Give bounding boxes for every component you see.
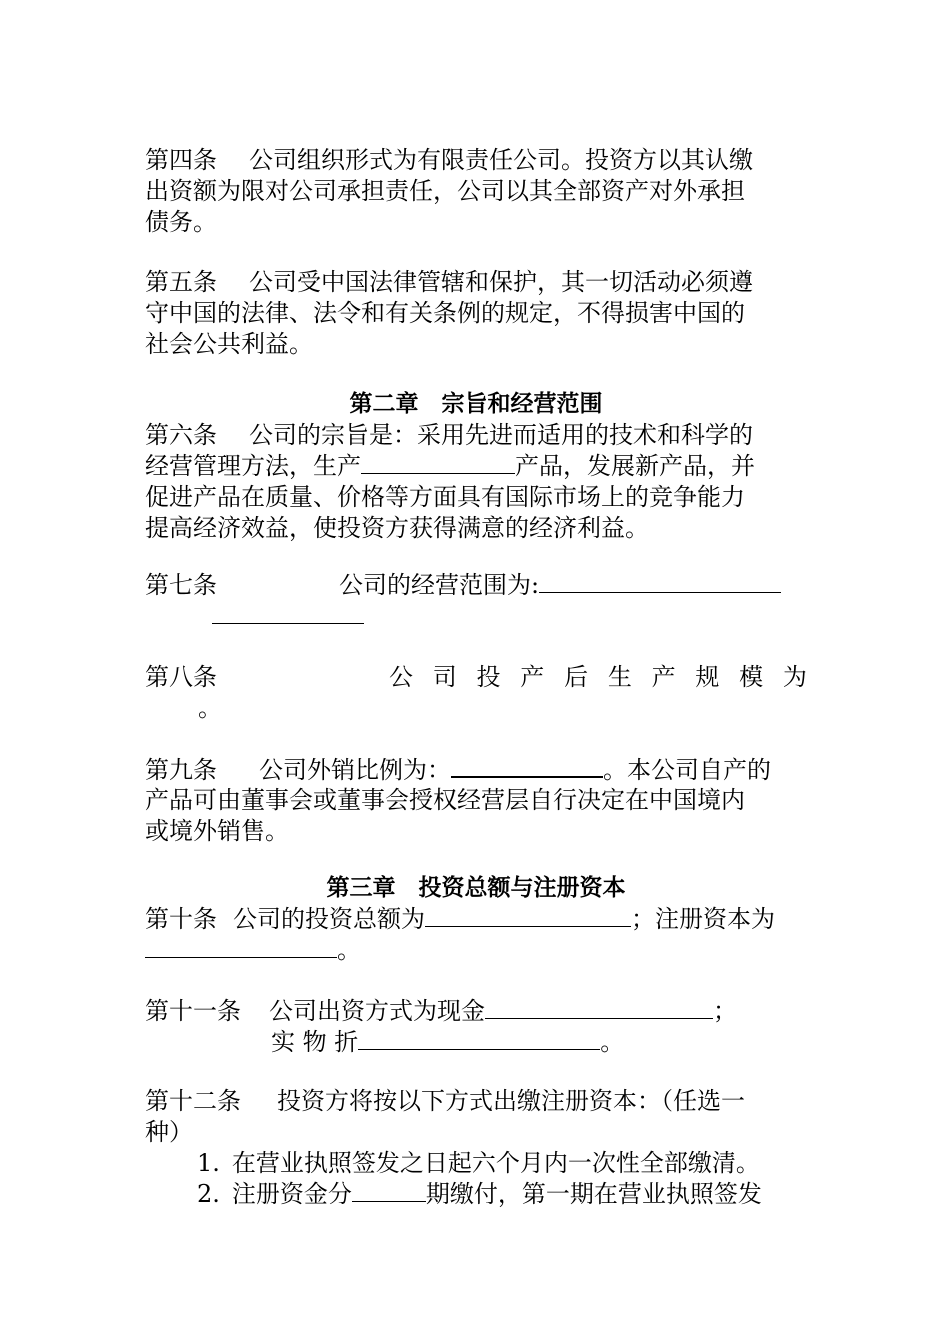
article-text: 经营管理方法，生产 [145, 452, 361, 480]
list-text: 注册资金分 [231, 1180, 352, 1208]
article-text: 公司组织形式为有限责任公司。投资方以其认缴 [249, 146, 753, 174]
char: 公 [389, 663, 413, 691]
fill-in-blank[interactable] [361, 451, 515, 474]
article-8 [145, 662, 807, 693]
article-11 [145, 996, 807, 1058]
article-label: 第十一条 [145, 997, 241, 1025]
fill-in-blank[interactable] [425, 904, 631, 927]
article-text: 种） [145, 1118, 193, 1146]
article-text: 公司的经营范围为: [339, 571, 540, 599]
article-9 [145, 754, 807, 847]
list-number: 1. [197, 1149, 220, 1177]
production-scale-text [389, 662, 807, 693]
article-6 [145, 420, 807, 544]
article-label: 第四条 [145, 146, 217, 174]
article-label: 第十条 [145, 905, 217, 933]
fill-in-blank[interactable] [539, 570, 781, 593]
chapter-3-heading: 第三章 投资总额与注册资本 [326, 874, 626, 901]
article-label: 第七条 [145, 571, 217, 599]
char: 产 [651, 663, 676, 691]
article-7 [145, 570, 807, 601]
article-7-continuation [212, 601, 364, 632]
list-item [145, 1148, 807, 1179]
char: 生 [607, 663, 632, 691]
article-4 [145, 145, 807, 238]
article-text: 社会公共利益。 [145, 330, 313, 358]
article-12 [145, 1086, 807, 1210]
article-text: 实 物 折 [271, 1028, 359, 1056]
article-text: 产品，发展新产品，并 [515, 452, 755, 480]
fill-in-blank[interactable] [352, 1179, 426, 1202]
fill-in-blank[interactable] [485, 996, 713, 1019]
char: 模 [739, 663, 764, 691]
article-text: 促进产品在质量、价格等方面具有国际市场上的竞争能力 [145, 483, 745, 511]
article-text: 。 [337, 936, 361, 964]
article-text: 产品可由董事会或董事会授权经营层自行决定在中国境内 [145, 786, 745, 814]
chapter-2-heading: 第二章 宗旨和经营范围 [349, 390, 603, 417]
article-text: 。本公司自产的 [603, 756, 771, 784]
list-text: 期缴付，第一期在营业执照签发 [425, 1180, 762, 1208]
char: 规 [695, 663, 720, 691]
article-10 [145, 904, 807, 966]
article-label: 第五条 [145, 268, 217, 296]
char: 为 [782, 663, 807, 691]
article-text: 守中国的法律、法令和有关条例的规定，不得损害中国的 [145, 299, 745, 327]
fill-in-blank[interactable] [145, 935, 337, 958]
article-text: 公司出资方式为现金 [269, 997, 485, 1025]
article-text: 提高经济效益，使投资方获得满意的经济利益。 [145, 514, 649, 542]
article-text: 公司外销比例为： [259, 756, 451, 784]
article-text: 公司的宗旨是：采用先进而适用的技术和科学的 [249, 421, 753, 449]
article-text: ；注册资本为 [631, 905, 775, 933]
article-text: 出资额为限对公司承担责任，公司以其全部资产对外承担 [145, 177, 745, 205]
list-number: 2. [197, 1180, 220, 1208]
article-text: 公司受中国法律管辖和保护，其一切活动必须遵 [249, 268, 753, 296]
article-text: ； [713, 997, 737, 1025]
char: 投 [476, 663, 501, 691]
article-text: 债务。 [145, 208, 217, 236]
article-text: 。 [600, 1028, 625, 1056]
article-text: 投资方将按以下方式出缴注册资本：（任选一 [277, 1087, 745, 1115]
article-text: 公司的投资总额为 [233, 905, 425, 933]
article-label: 第九条 [145, 756, 217, 784]
fill-in-blank[interactable] [212, 601, 364, 624]
article-5 [145, 267, 807, 360]
char: 产 [520, 663, 545, 691]
char: 后 [564, 663, 589, 691]
list-text: 在营业执照签发之日起六个月内一次性全部缴清。 [231, 1149, 760, 1177]
article-8-end: 。 [198, 694, 222, 722]
list-item [145, 1179, 807, 1210]
fill-in-blank[interactable] [451, 754, 603, 778]
article-text: 或境外销售。 [145, 817, 289, 845]
char: 司 [432, 663, 457, 691]
article-label: 第十二条 [145, 1087, 241, 1115]
article-label: 第六条 [145, 421, 217, 449]
article-label: 第八条 [145, 663, 217, 691]
fill-in-blank[interactable] [358, 1027, 600, 1050]
